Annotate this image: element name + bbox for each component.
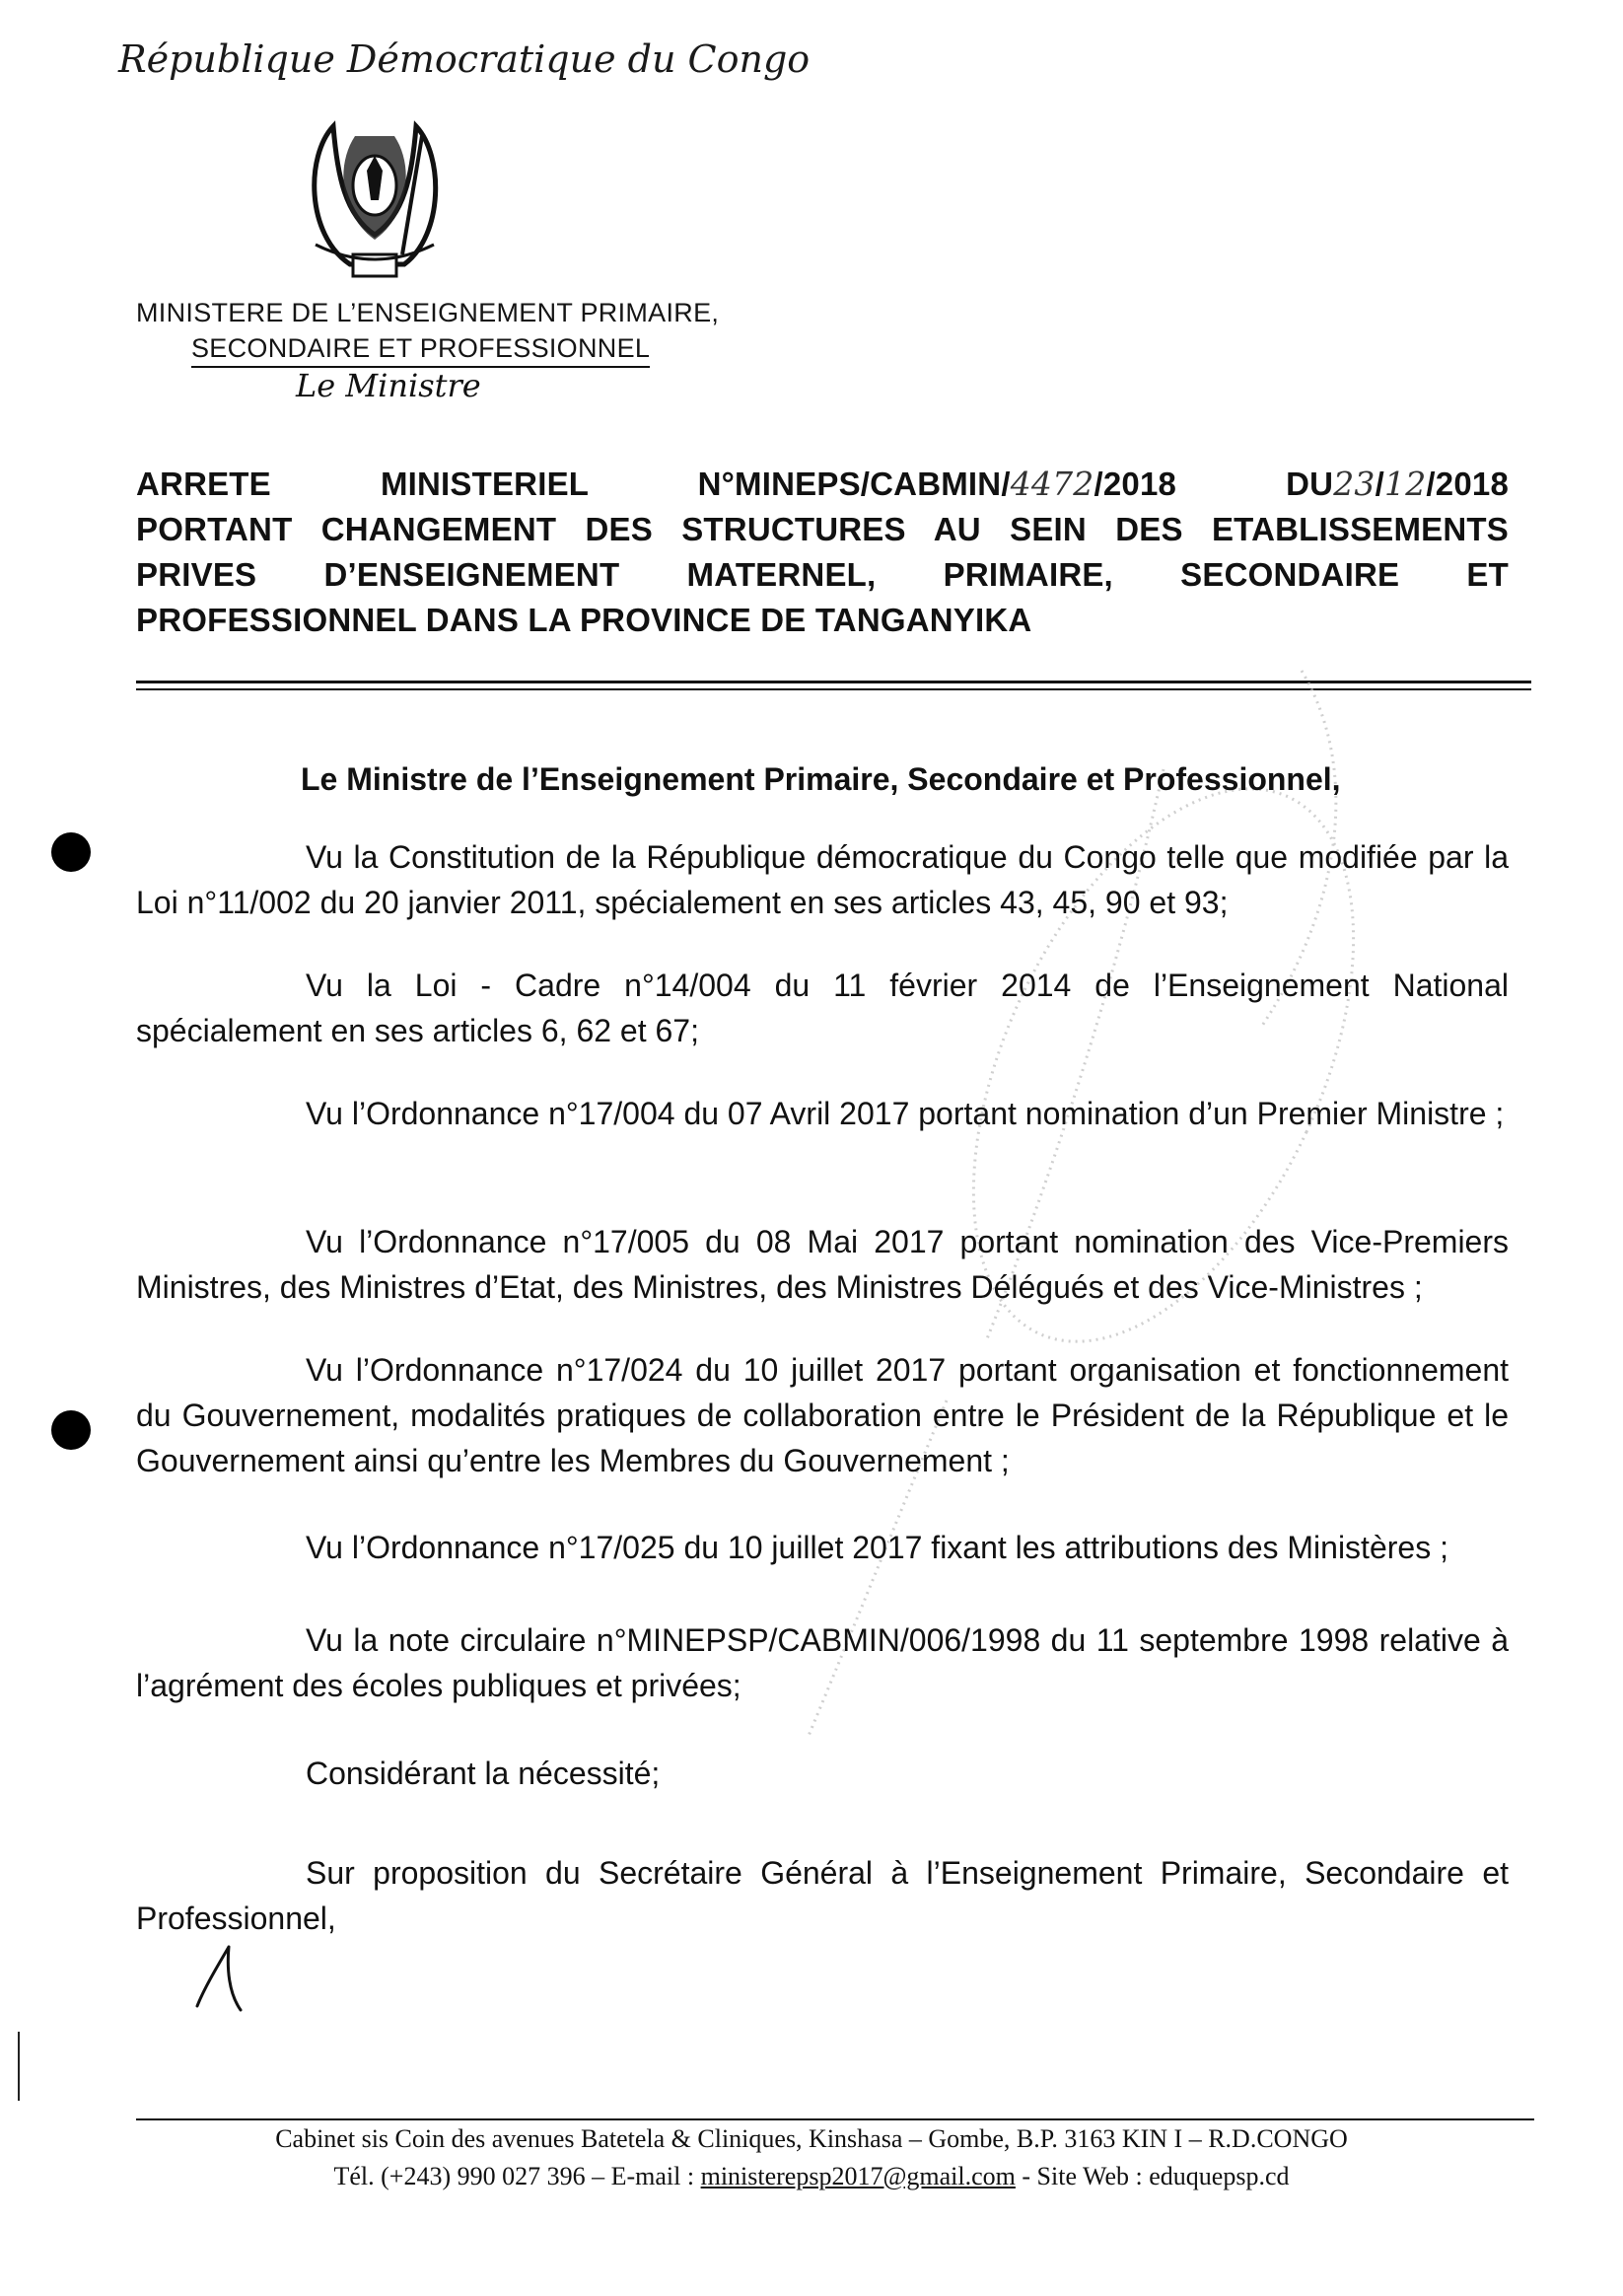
decree-year: 2018	[1435, 466, 1509, 502]
consideration-ordonnance-17-004: Vu l’Ordonnance n°17/004 du 07 Avril 2017 portant nomination d’un Premier Ministre ;	[306, 1096, 1505, 1131]
punch-hole-bottom	[51, 1410, 91, 1450]
consideration-constitution: Vu la Constitution de la République démocratique du Congo telle que modifiée par la Loi n°11/002 du 20 janvier 2011, spécialement en ses articles 43, 45, 90 et 93;	[136, 839, 1509, 920]
footer-rule	[136, 2118, 1534, 2120]
title-prefix: ARRETE MINISTERIEL N°MINEPS/CABMIN/	[136, 466, 1011, 502]
title-year-du: /2018 DU	[1094, 466, 1334, 502]
footer-email-link[interactable]: ministerepsp2017@gmail.com	[700, 2162, 1016, 2190]
decree-title	[136, 462, 1509, 643]
consideration-note-circulaire: Vu la note circulaire n°MINEPSP/CABMIN/006/1998 du 11 septembre 1998 relative à l’agrément des écoles publiques et privées;	[136, 1622, 1509, 1703]
footer-tel: Tél. (+243) 990 027 396 – E-mail :	[333, 2162, 701, 2190]
footer-address: Cabinet sis Coin des avenues Batetela & Cliniques, Kinshasa – Gombe, B.P. 3163 KIN I – R.D.CONGO	[275, 2124, 1348, 2153]
handwritten-initial	[189, 1939, 268, 2018]
consideration-ordonnance-17-005: Vu l’Ordonnance n°17/005 du 08 Mai 2017 portant nomination des Vice-Premiers Ministres, des Ministres d’Etat, des Ministres, des Ministres Délégués et des Vice-Ministres ;	[136, 1224, 1509, 1305]
title-line-4: PROFESSIONNEL DANS LA PROVINCE DE TANGANYIKA	[136, 602, 1032, 638]
consideration-ordonnance-17-025: Vu l’Ordonnance n°17/025 du 10 juillet 2017 fixant les attributions des Ministères ;	[306, 1530, 1448, 1565]
decree-number: 4472	[1010, 465, 1094, 503]
decree-month: 12	[1384, 465, 1427, 503]
punch-hole-top	[51, 832, 91, 872]
title-line-1: ARRETE MINISTERIEL N°MINEPS/CABMIN/4472/2018 DU23/12/2018	[136, 465, 1509, 503]
republic-header: République Démocratique du Congo	[118, 37, 811, 81]
consideration-ordonnance-17-024: Vu l’Ordonnance n°17/024 du 10 juillet 2017 portant organisation et fonctionnement du Gouvernement, modalités pratiques de collaboration entre le Président de la République et le Gouvernement ainsi qu’entre les Membres du Gouvernement ;	[136, 1352, 1509, 1478]
consideration-necessite: Considérant la nécessité;	[306, 1756, 661, 1791]
title-line-2: PORTANT CHANGEMENT DES STRUCTURES AU SEIN DES ETABLISSEMENTS	[136, 511, 1509, 547]
margin-mark	[18, 2032, 20, 2101]
ministry-name-line1: MINISTERE DE L’ENSEIGNEMENT PRIMAIRE,	[136, 298, 720, 327]
faint-stamp-impression	[749, 651, 1380, 1785]
coat-of-arms-emblem	[296, 116, 454, 284]
le-ministre-script: Le Ministre	[296, 367, 481, 404]
title-line-3: PRIVES D’ENSEIGNEMENT MATERNEL, PRIMAIRE, SECONDAIRE ET	[136, 556, 1509, 593]
footer-site: - Site Web : eduquepsp.cd	[1015, 2162, 1290, 2190]
ministry-name-line2: SECONDAIRE ET PROFESSIONNEL	[191, 333, 650, 368]
consideration-loi-cadre: Vu la Loi - Cadre n°14/004 du 11 février 2014 de l’Enseignement National spécialement en ses articles 6, 62 et 67;	[136, 968, 1509, 1048]
minister-heading: Le Ministre de l’Enseignement Primaire, Secondaire et Professionnel,	[301, 761, 1341, 797]
consideration-proposition: Sur proposition du Secrétaire Général à l’Enseignement Primaire, Secondaire et Professionnel,	[136, 1855, 1509, 1936]
decree-day: 23	[1333, 465, 1376, 503]
footer-contact	[0, 2162, 1623, 2191]
